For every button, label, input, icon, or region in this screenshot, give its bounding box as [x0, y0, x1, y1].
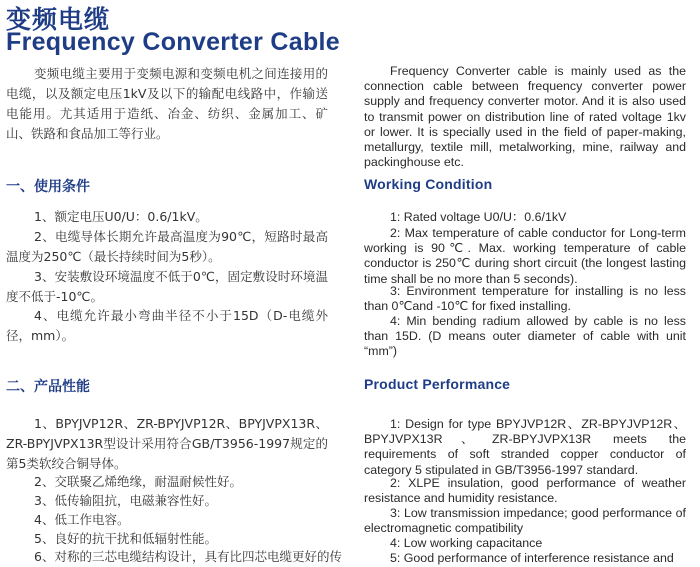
working-condition-item-cn-3: 3、安装敷设环境温度不低于0℃，固定敷设时环境温度不低于-10℃。 [6, 269, 328, 304]
product-performance-item-cn-2: 2、交联聚乙烯绝缘，耐温耐候性好。 [34, 474, 242, 489]
heading-working-condition-en: Working Condition [364, 176, 493, 192]
product-performance-item-cn-3: 3、低传输阻抗，电磁兼容性好。 [34, 493, 217, 508]
working-condition-item-en-1: 1: Rated voltage U0/U：0.6/1kV [390, 210, 567, 224]
intro-english: Frequency Converter cable is mainly used as the connection cable between frequency converter power supply and frequency converter motor. And it is also used to transmit power on distribution line of rated voltage 1kv or lower. It is specially used in the field of paper-making, metallurgy, textile mill, metalworking, mine, railway and packinghouse etc. [364, 64, 686, 170]
product-performance-item-cn-6: 6、对称的三芯电缆结构设计，具有比四芯电缆更好的传 [34, 549, 342, 564]
working-condition-item-en-3: 3: Environment temperature for installing is no less than 0℃and -10℃ for fixed installing. [364, 284, 686, 314]
heading-working-condition-cn: 一、使用条件 [6, 179, 90, 195]
working-condition-item-en-4: 4: Min bending radium allowed by cable is no less than 15D. (D means outer diameter of cable with unit “mm”) [364, 314, 686, 359]
product-performance-item-en-5: 5: Good performance of interference resistance and [390, 551, 674, 565]
working-condition-item-en-2: 2: Max temperature of cable conductor for Long-term working is 90℃. Max. working temperature of cable conductor is 250℃ during short circuit (the longest lasting time shall be no more than 5 seconds). [364, 226, 686, 286]
product-performance-item-cn-4: 4、低工作电容。 [34, 512, 130, 527]
working-condition-item-cn-2: 2、电缆导体长期允许最高温度为90℃，短路时最高温度为250℃（最长持续时间为5秒）。 [6, 229, 328, 264]
title-chinese: 变频电缆 [6, 5, 111, 34]
working-condition-item-cn-1: 1、额定电压U0/U：0.6/1kV。 [34, 209, 208, 224]
product-performance-item-cn-1: 1、BPYJVP12R、ZR-BPYJVP12R、BPYJVPX13R、ZR-BPYJVPX13R型设计采用符合GB/T3956-1997规定的第5类软绞合铜导体。 [6, 416, 328, 471]
intro-chinese: 变频电缆主要用于变频电源和变频电机之间连接用的电缆，以及额定电压1kV及以下的输配电线路中，作输送电能用。尤其适用于造纸、冶金、纺织、金属加工、矿山、铁路和食品加工等行业。 [6, 66, 328, 141]
product-performance-item-en-2: 2: XLPE insulation, good performance of weather resistance and humidity resistance. [364, 476, 686, 506]
product-performance-item-cn-5: 5、良好的抗干扰和低辐射性能。 [34, 531, 217, 546]
heading-product-performance-en: Product Performance [364, 376, 511, 392]
title-english: Frequency Converter Cable [6, 28, 340, 56]
product-performance-item-en-4: 4: Low working capacitance [390, 536, 543, 550]
working-condition-item-cn-4: 4、电缆允许最小弯曲半径不小于15D（D-电缆外径，mm）。 [6, 308, 328, 343]
product-performance-item-en-3: 3: Low transmission impedance; good performance of electromagnetic compatibility [364, 506, 686, 536]
product-performance-item-en-1: 1: Design for type BPYJVP12R、ZR-BPYJVP12R、BPYJVPX13R、ZR-BPYJVPX13R meets the requirements of soft stranded copper conductor of category 5 stipulated in GB/T3956-1997 standard. [364, 417, 686, 477]
heading-product-performance-cn: 二、产品性能 [6, 379, 90, 395]
